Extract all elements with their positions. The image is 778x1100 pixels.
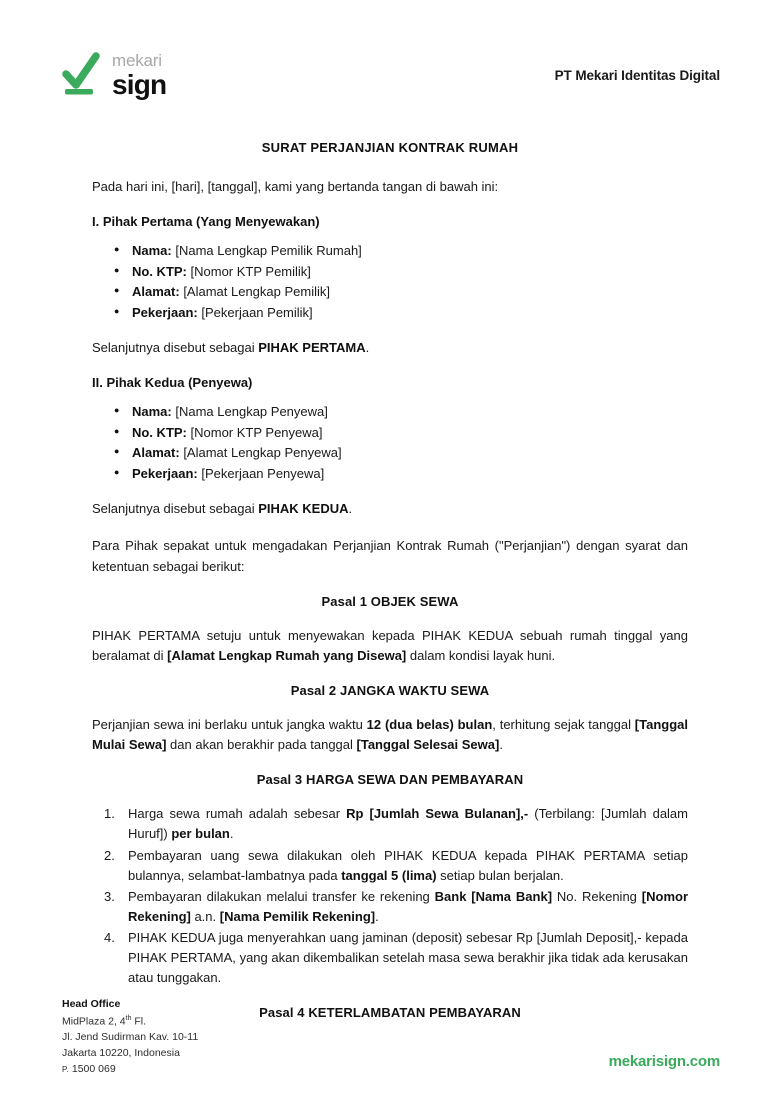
field-value: [Nama Lengkap Penyewa] — [175, 404, 328, 420]
party-one-fields — [92, 241, 688, 322]
text-fragment: a.n. — [190, 908, 220, 924]
party-one-heading: I. Pihak Pertama (Yang Menyewakan) — [92, 214, 320, 230]
website-url[interactable]: mekarisign.com — [608, 1053, 720, 1070]
emphasised-term: [Nama Pemilik Rekening] — [219, 908, 376, 924]
text-fragment: Selanjutnya disebut sebagai — [92, 501, 259, 517]
text-fragment: . — [365, 340, 370, 356]
party-two-term: PIHAK KEDUA — [258, 501, 349, 517]
text-fragment: . — [375, 908, 379, 924]
text-fragment: Fl. — [131, 1015, 147, 1028]
emphasised-term: Rp [Jumlah Sewa Bulanan],- — [346, 806, 529, 822]
field-label: Nama: — [132, 243, 172, 259]
text-fragment: No. Rekening — [552, 888, 642, 904]
list-item — [128, 846, 688, 886]
office-title: Head Office — [62, 997, 121, 1010]
text-fragment: dan akan berakhir pada tanggal — [166, 737, 357, 753]
field-label: Alamat: — [132, 284, 180, 300]
document-footer — [0, 997, 778, 1078]
text-fragment: PIHAK PERTAMA setuju untuk menyewakan kepada PIHAK KEDUA sebuah rumah tinggal yang beralamat di — [92, 627, 688, 663]
text-fragment: Pembayaran dilakukan melalui transfer ke rekening — [128, 888, 435, 904]
document-header — [0, 40, 778, 110]
field-value: [Nomor KTP Pemilik] — [190, 263, 311, 279]
list-item — [128, 887, 688, 927]
list-item — [132, 262, 688, 282]
phone-label: P. — [62, 1065, 69, 1075]
field-value: [Nomor KTP Penyewa] — [190, 424, 323, 440]
field-label: No. KTP: — [132, 424, 187, 440]
text-fragment: Pembayaran uang sewa dilakukan oleh PIHAK KEDUA kepada PIHAK PERTAMA setiap bulannya, selambat-lambatnya pada — [128, 847, 688, 883]
field-label: Pekerjaan: — [132, 304, 198, 320]
pasal-2-body — [92, 715, 688, 755]
emphasised-term: per bulan — [171, 826, 230, 842]
check-mark-icon — [62, 52, 102, 98]
text-fragment: . — [348, 501, 353, 517]
party-two-fields — [92, 402, 688, 483]
pasal-1-heading: Pasal 1 OBJEK SEWA — [321, 593, 459, 609]
list-item — [132, 443, 688, 463]
emphasised-term: tanggal 5 (lima) — [341, 867, 437, 883]
list-item — [132, 303, 688, 323]
pasal-2-heading: Pasal 2 JANGKA WAKTU SEWA — [290, 682, 490, 698]
field-label: No. KTP: — [132, 263, 187, 279]
intro-paragraph: Pada hari ini, [hari], [tanggal], kami yang bertanda tangan di bawah ini: — [92, 179, 499, 194]
field-label: Pekerjaan: — [132, 465, 198, 481]
field-value: [Nama Lengkap Pemilik Rumah] — [175, 243, 362, 259]
text-fragment: Perjanjian sewa ini berlaku untuk jangka waktu — [92, 716, 367, 732]
text-fragment: (Terbilang: [Jumlah dalam Huruf]) — [128, 806, 688, 842]
list-item — [132, 241, 688, 261]
field-value: [Alamat Lengkap Pemilik] — [183, 284, 330, 300]
list-item — [132, 282, 688, 302]
floor-ordinal-suffix: th — [125, 1014, 132, 1022]
office-address-line-1 — [62, 1014, 198, 1030]
party-two-footer — [92, 499, 688, 519]
logo-word-sign: sign — [112, 68, 167, 100]
placeholder-end-date: [Tanggal Selesai Sewa] — [356, 737, 500, 753]
field-label: Nama: — [132, 404, 172, 420]
list-item — [128, 928, 688, 988]
text-fragment: dalam kondisi layak huni. — [406, 647, 556, 663]
list-item — [132, 423, 688, 443]
emphasised-term: Bank [Nama Bank] — [434, 888, 553, 904]
list-item — [128, 804, 688, 844]
text-fragment: Harga sewa rumah adalah sebesar — [128, 806, 347, 822]
list-item — [132, 402, 688, 422]
document-body — [92, 140, 688, 1037]
field-value: [Pekerjaan Pemilik] — [201, 304, 313, 320]
office-address-line-3: Jakarta 10220, Indonesia — [62, 1047, 180, 1060]
lease-duration: 12 (dua belas) bulan — [366, 716, 493, 732]
text-fragment: setiap bulan berjalan. — [436, 867, 564, 883]
party-one-footer — [92, 338, 688, 358]
company-name: PT Mekari Identitas Digital — [554, 67, 720, 83]
agreement-intro-paragraph: Para Pihak sepakat untuk mengadakan Perjanjian Kontrak Rumah ("Perjanjian") dengan syarat dan ketentuan sebagai berikut: — [92, 538, 688, 574]
text-fragment: . — [499, 737, 503, 753]
text-fragment: PIHAK KEDUA juga menyerahkan uang jaminan (deposit) sebesar Rp [Jumlah Deposit],- kepada PIHAK PERTAMA, yang akan dikembalikan setelah masa sewa berakhir jika tidak ada kerusakan atau tunggakan. — [128, 930, 688, 986]
field-value: [Alamat Lengkap Penyewa] — [183, 445, 342, 461]
placeholder-start-date: [Tanggal Mulai Sewa] — [92, 716, 688, 753]
head-office-block — [62, 997, 198, 1078]
text-fragment: MidPlaza 2, 4 — [62, 1015, 126, 1028]
pasal-3-heading: Pasal 3 HARGA SEWA DAN PEMBAYARAN — [256, 772, 524, 788]
mekari-sign-logo — [62, 52, 166, 99]
emphasised-term: [Nomor Rekening] — [128, 888, 688, 924]
pasal-3-terms-list — [92, 804, 688, 988]
logo-wordmark — [112, 52, 166, 99]
party-one-term: PIHAK PERTAMA — [258, 340, 366, 356]
logo-word-mekari: mekari — [112, 50, 162, 70]
field-label: Alamat: — [132, 445, 180, 461]
document-title: SURAT PERJANJIAN KONTRAK RUMAH — [261, 140, 519, 155]
party-two-heading: II. Pihak Kedua (Penyewa) — [92, 375, 253, 391]
office-phone-line — [62, 1062, 198, 1078]
placeholder-address: [Alamat Lengkap Rumah yang Disewa] — [167, 647, 407, 663]
office-address-line-2: Jl. Jend Sudirman Kav. 10-11 — [62, 1031, 199, 1044]
pasal-4-heading: Pasal 4 KETERLAMBATAN PEMBAYARAN — [259, 1004, 521, 1020]
phone-number: 1500 069 — [71, 1063, 116, 1076]
field-value: [Pekerjaan Penyewa] — [201, 465, 325, 481]
text-fragment: Selanjutnya disebut sebagai — [92, 340, 259, 356]
pasal-1-body — [92, 626, 688, 666]
text-fragment: , terhitung sejak tanggal — [492, 716, 635, 732]
text-fragment: . — [229, 826, 234, 842]
list-item — [132, 464, 688, 484]
